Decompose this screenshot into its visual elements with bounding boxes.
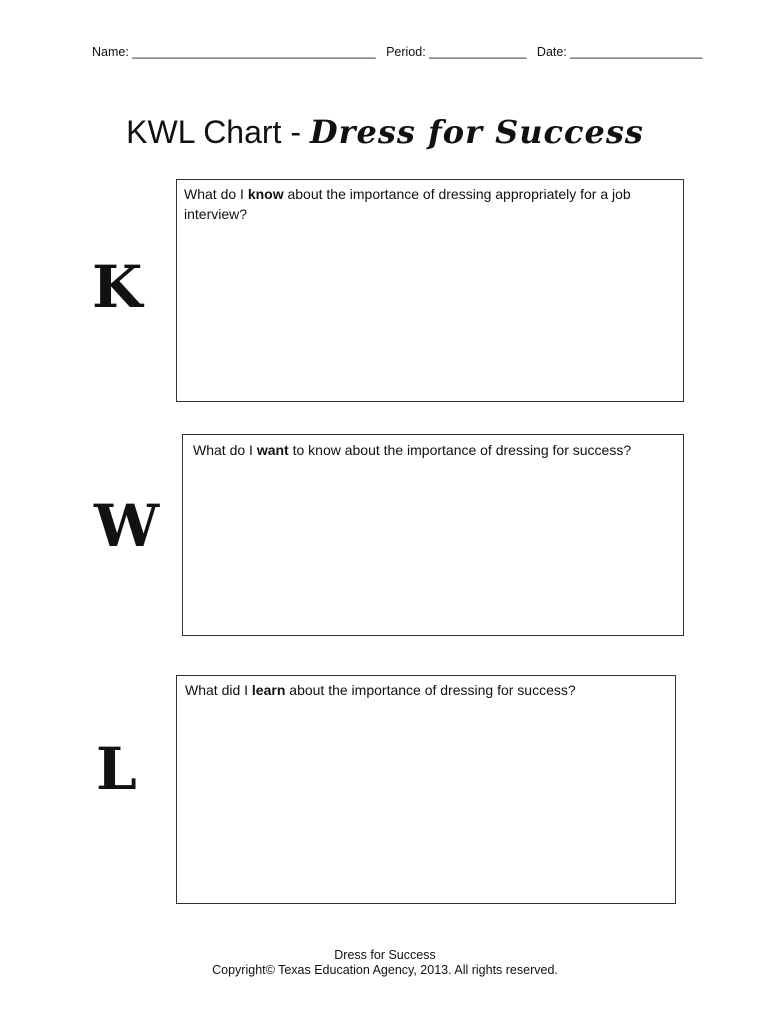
title-decorative: Dress for Success xyxy=(309,113,644,151)
footer-title: Dress for Success xyxy=(334,948,436,962)
want-box[interactable] xyxy=(182,434,684,636)
name-field-label[interactable]: Name: ___________________________________ xyxy=(92,45,376,59)
footer-copyright: Copyright© Texas Education Agency, 2013. All rights reserved. xyxy=(212,963,558,977)
page-title xyxy=(0,113,770,151)
l-letter: L xyxy=(96,735,137,803)
k-letter: K xyxy=(92,253,143,321)
learn-box[interactable] xyxy=(176,675,676,904)
title-prefix: KWL Chart - xyxy=(126,114,310,150)
footer xyxy=(0,948,770,978)
learn-prompt: What did I learn about the importance of dressing for success? xyxy=(185,682,576,698)
w-letter: W xyxy=(94,492,160,560)
know-prompt: What do I know about the importance of dressing appropriately for a job interview? xyxy=(184,186,631,222)
header-fields xyxy=(92,45,702,59)
want-prompt: What do I want to know about the importance of dressing for success? xyxy=(193,442,632,458)
date-field-label[interactable]: Date: ___________________ xyxy=(536,45,703,59)
period-field-label[interactable]: Period: ______________ xyxy=(386,45,527,59)
